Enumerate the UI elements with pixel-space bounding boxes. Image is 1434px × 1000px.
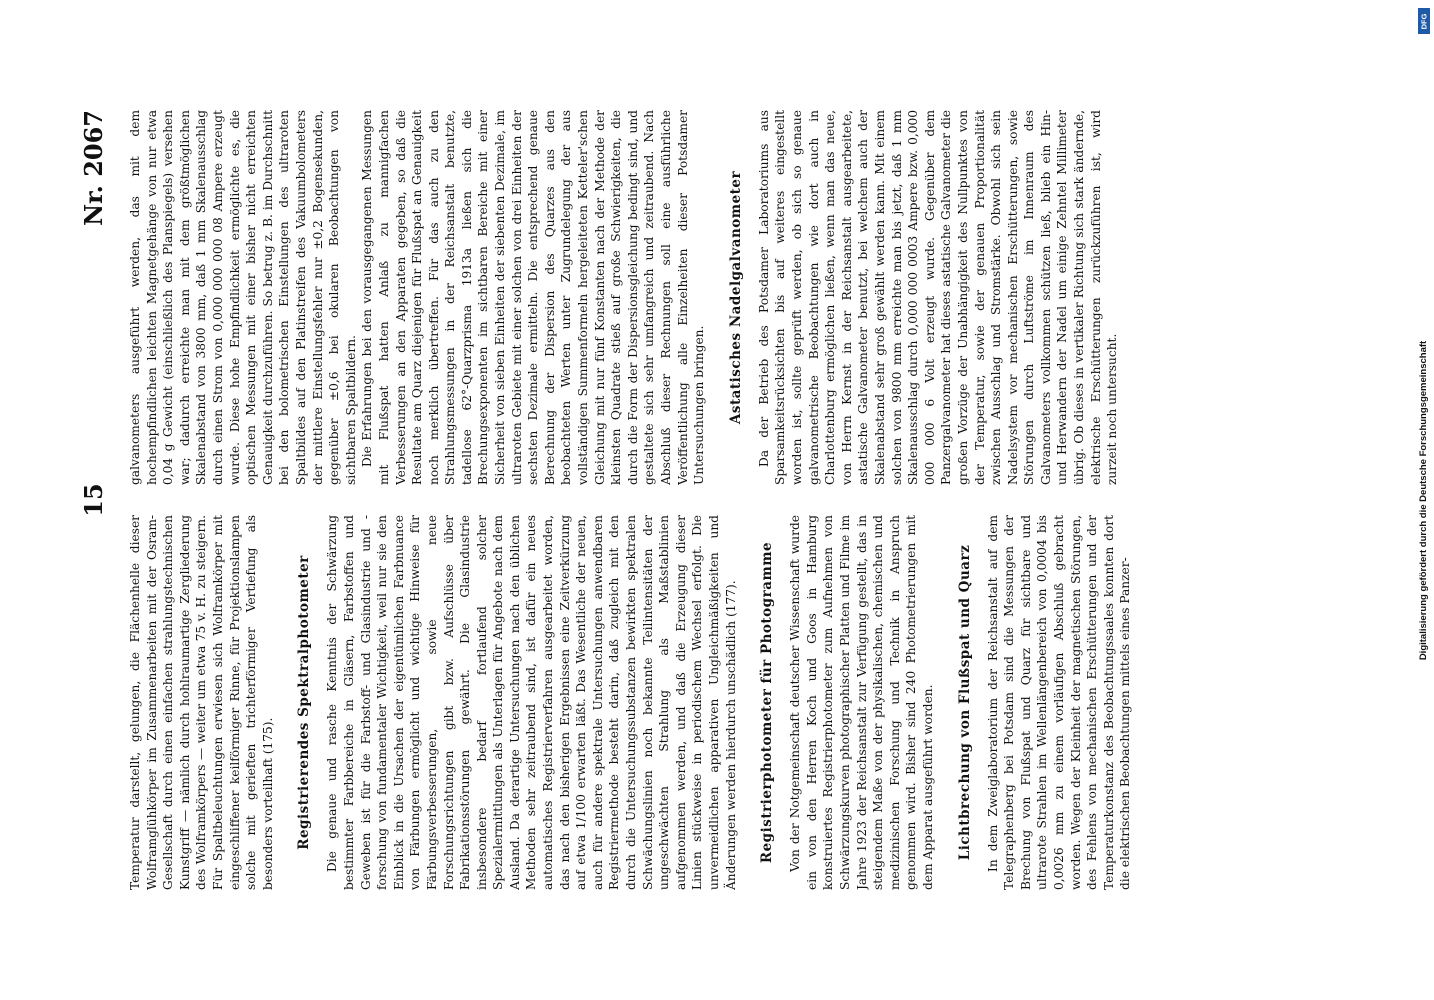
document-page — [67, 100, 1247, 900]
paragraph-erfahrungen: Die Erfahrungen bei den vorausgegangenen Messungen mit Flußspat hatten Anlaß zu mannigfachen Verbesserungen an den Apparaten gegeben, so daß die Resultate am Quarz diejenigen für Flußspat an Genauigkeit noch merklich übertreffen. Für das auch zu den Strahlungsmessungen in der Reichsanstalt benutzte, tadellose 62°-Quarzprisma 1913a ließen sich die Brechungsexponenten im sichtbaren Bereiche mit einer Sicherheit von sieben Einheiten der siebenten Dezimale, im ultraroten Gebiete mit einer solchen von drei Einheiten der sechsten Dezimale ermitteln. Die entsprechend genaue Berechnung der Dispersion des Quarzes aus den beobachteten Werten unter Zugrundelegung der aus vollständigen Summenformeln hergeleiteten Ketteler'schen Gleichung mit nur fünf Konstanten nach der Methode der kleinsten Quadrate stieß auf große Schwierigkeiten, die durch die Form der Dispersionsgleichung bedingt sind, und gestaltete sich sehr umfangreich und zeitraubend. Nach Abschluß dieser Rechnungen soll eine ausführliche Veröffentlichung alle Einzelheiten dieser Potsdamer Untersuchungen bringen. — [360, 110, 707, 485]
dfg-logo-text: DFG — [1419, 13, 1429, 29]
page-number: 15 — [79, 483, 108, 517]
section-heading-nadelgalvanometer: Astatisches Nadelgalvanometer — [727, 170, 744, 425]
section-heading-lichtbrechung: Lichtbrechung von Flußspat und Quarz — [956, 544, 973, 861]
section-text-lichtbrechung: In dem Zweiglaboratorium der Reichsanstalt auf dem Telegraphenberg bei Potsdam sind die Messungen der Brechung von Flußspat und Quarz für sichtbare und ultrarote Strahlen im Wellenlängenbereich von 0,0004 bis 0,0026 mm zu einem vorläufigen Abschluß gebracht worden. Wegen der Kleinheit der magnetischen Störungen, des Fehlens von mechanischen Erschütterungen und der Temperaturkonstanz des Beobachtungssaales konnten dort die elektrischen Beobachtungen mittels eines Panzer- — [985, 515, 1133, 890]
section-heading-spektralphotometer: Registrierendes Spektralphotometer — [296, 555, 313, 850]
text-columns — [127, 110, 1237, 890]
right-column — [127, 110, 1237, 485]
digitization-credit-bar — [1414, 0, 1434, 1000]
section-text-nadelgalvanometer: Da der Betrieb des Potsdamer Laboratoriums aus Sparsamkeitsrücksichten bis auf weiteres eingestellt worden ist, sollte geprüft werden, ob sich so genaue galvanometrische Beobachtungen wie dort auch in Charlottenburg ermöglichen ließen, wenn man das neue, von Herrn Kernst in der Reichsanstalt ausgearbeitete, astatische Galvanometer benutzt, bei welchem auch der Skalenabstand sehr groß gewählt werden kann. Mit einem solchen von 9800 mm erreichte man bis jetzt, daß 1 mm Skalenausschlag durch 0,000 000 0003 Ampere bzw. 0,000 000 000 6 Volt erzeugt wurde. Gegenüber dem Panzergalvanometer hat dieses astatische Galvanometer die großen Vorzüge der Unabhängigkeit des Nullpunktes von der Temperatur, sowie der genauen Proportionalität zwischen Ausschlag und Stromstärke. Obwohl sich sein Nadelsystem vor mechanischen Erschütterungen, sowie Störungen durch Luftströme im Innenraum des Galvanometers vollkommen schützen ließ, blieb ein Hin- und Herwandern der Nadel um einige Zehntel Millimeter übrig. Ob dieses in vertikaler Richtung sich stark ändernde, elektrische Erschütterungen zurückzuführen ist, wird zurzeit noch untersucht. — [756, 110, 1120, 485]
left-column — [127, 515, 1237, 890]
page-header — [75, 110, 115, 890]
section-text-registrierphotometer: Von der Notgemeinschaft deutscher Wissenschaft wurde ein von den Herren Koch und Goos in Hamburg konstruiertes Registrierphotometer zum Aufnehmen von Schwärzungskurven photographischer Platten und Filme im Jahre 1923 der Reichsanstalt zur Verfügung gestellt, das in steigendem Maße von der physikalischen, chemischen und medizinischen Forschung und Technik in Anspruch genommen wird. Bisher sind 240 Photometrierungen mit dem Apparat ausgeführt worden. — [788, 515, 935, 890]
section-text-spektralphotometer: Die genaue und rasche Kenntnis der Schwärzung bestimmter Farbbereiche in Gläsern, Farbstoffen und Geweben ist für die Farbstoff- und Glasindustrie und -forschung von fundamentaler Wichtigkeit, weil nur sie den Einblick in die Ursachen der eigentümlichen Farbnuance von Färbungen ermöglicht und wichtige Hinweise für Färbungsverbesserungen, sowie neue Forschungsrichtungen gibt bzw. Aufschlüsse über Fabrikationsstörungen gewährt. Die Glasindustrie insbesondere bedarf fortlaufend solcher Spezialermittlungen als Unterlagen für Angebote nach dem Ausland. Da derartige Untersuchungen nach den üblichen Methoden sehr zeitraubend sind, ist dafür ein neues automatisches Registrierverfahren ausgearbeitet worden, das nach den bisherigen Ergebnissen eine Zeitverkürzung auf etwa 1/100 erwarten läßt. Das Wesentliche der neuen, auch für andere spektrale Untersuchungen anwendbaren Registriermethode besteht darin, daß zugleich mit den durch die Untersuchungssubstanzen bewirkten spektralen Schwächungslinien noch bekannte Teilintensitäten der ungeschwächten Strahlung als Maßstablinien aufgenommen werden, und daß die Erzeugung dieser Linien stückweise in periodischem Wechsel erfolgt. Die unvermeidlichen apparativen Ungleichmäßigkeiten und Änderungen werden hierdurch unschädlich (177). — [325, 515, 738, 890]
dfg-logo — [1418, 8, 1430, 34]
issue-number: Nr. 2067 — [79, 110, 108, 226]
section-heading-registrierphotometer: Registrierphotometer für Photogramme — [759, 541, 776, 864]
continuation-paragraph: Temperatur darstellt, gelungen, die Flächenhelle dieser Wolframglühkörper im Zusammenarbeiten mit der Osram-Gesellschaft durch einen einfachen strahlungstechnischen Kunstgriff — nämlich durch hohlraumartige Zergliederung des Wolframkörpers — weiter um etwa 75 v. H. zu steigern. Für Spaltbeleuchtungen erwiesen sich Wolframkörper mit eingeschliffener keilförmiger Rinne, für Projektionslampen solche mit gerieften trichterförmiger Vertiefung als besonders vorteilhaft (175). — [128, 515, 275, 890]
digitization-credit: Digitalisierung gefördert durch die Deutsche Forschungsgemeinschaft — [1418, 340, 1430, 660]
continuation-paragraph-right: galvanometers ausgeführt werden, das mit dem hochempfindlichen leichten Magnetgehänge von nur etwa 0,04 g Gewicht (einschließlich des Planspiegels) versehen war; dadurch erreichte man mit dem größtmöglichen Skalenabstand von 3800 mm, daß 1 mm Skalenausschlag durch einen Strom von 0,000 000 000 08 Ampere erzeugt wurde. Diese hohe Empfindlichkeit ermöglichte es, die optischen Messungen mit einer bisher nicht erreichten Genauigkeit durchzuführen. So betrug z. B. im Durchschnitt bei den bolometrischen Einstellungen des ultraroten Spaltbildes auf den Platinstreifen des Vakuumbolometers der mittlere Einstellungsfehler nur ±0,2 Bogensekunden, gegenüber ±0,6 bei okularen Beobachtungen von sichtbaren Spaltbildern. — [128, 110, 358, 485]
